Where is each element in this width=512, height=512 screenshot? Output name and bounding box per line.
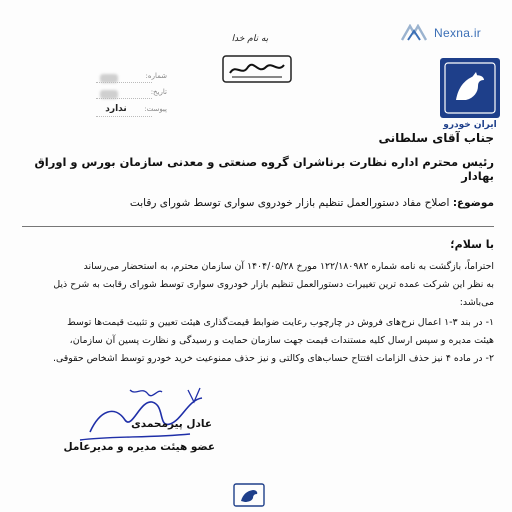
attachment-label: پیوست: <box>144 105 167 113</box>
calligraphy-seal <box>222 55 292 83</box>
body-line: ۲- در ماده ۴ نیز حذف الزامات افتتاح حساب‌های وکالتی و نیز حذف ممنوعیت خرید خودرو توسط اشخاص حقوقی. <box>52 353 494 364</box>
body-line: ۱- در بند ۳-۱ اعمال نرخ‌های فروش در چارچوب رعایت ضوابط قیمت‌گذاری هیئت تعیین و تثبیت قیمت‌ها توسط <box>67 317 494 328</box>
greeting: با سلام؛ <box>450 238 494 251</box>
body-line: هیئت مدیره و سپس ارسال کلیه مستندات قیمت جهت سازمان حمایت و رسیدگی و نظارت پسین آن سازمان، <box>69 335 494 346</box>
attachment-value: ندارد <box>105 104 127 114</box>
number-label: شماره: <box>145 72 167 80</box>
footer-horse-icon <box>232 482 266 508</box>
divider <box>22 226 494 227</box>
body-line: احتراماً، بازگشت به نامه شماره ۱۲۲/۱۸۰۹۸۲ مورخ ۱۴۰۴/۰۵/۲۸ آن سازمان محترم، به استحضار می‌رساند <box>83 261 494 272</box>
addressee: جناب آقای سلطانی <box>378 131 494 145</box>
nexna-logo-icon <box>400 24 428 42</box>
body-line: می‌باشد: <box>459 297 494 308</box>
bismillah: به نام خدا <box>231 34 269 44</box>
attachment-line <box>96 116 152 117</box>
subject-line <box>130 197 494 209</box>
watermark-text: Nexna.ir <box>434 26 482 40</box>
subject-text: اصلاح مفاد دستورالعمل تنظیم بازار خودروی سواری توسط شورای رقابت <box>129 197 450 209</box>
logo-caption: ایران خودرو <box>443 120 497 130</box>
body-line: به نظر این شرکت عمده ترین تغییرات دستورالعمل تنظیم بازار خودروی سواری توسط شورای رقابت به شرح ذیل <box>53 279 494 290</box>
horse-logo-icon <box>440 58 500 118</box>
number-line <box>96 82 152 83</box>
addressee-title: رئیس محترم اداره نظارت برناشران گروه صنعتی و معدنی سازمان بورس و اوراق بهادار <box>34 155 494 183</box>
ikco-logo <box>440 58 500 118</box>
subject-label: موضوع: <box>452 197 494 209</box>
signatory-name: عادل پیرمحمدی <box>131 418 212 430</box>
date-label: تاریخ: <box>150 88 167 96</box>
watermark <box>400 24 481 42</box>
date-line <box>96 98 152 99</box>
signatory-role: عضو هیئت مدیره و مدیرعامل <box>63 441 215 453</box>
